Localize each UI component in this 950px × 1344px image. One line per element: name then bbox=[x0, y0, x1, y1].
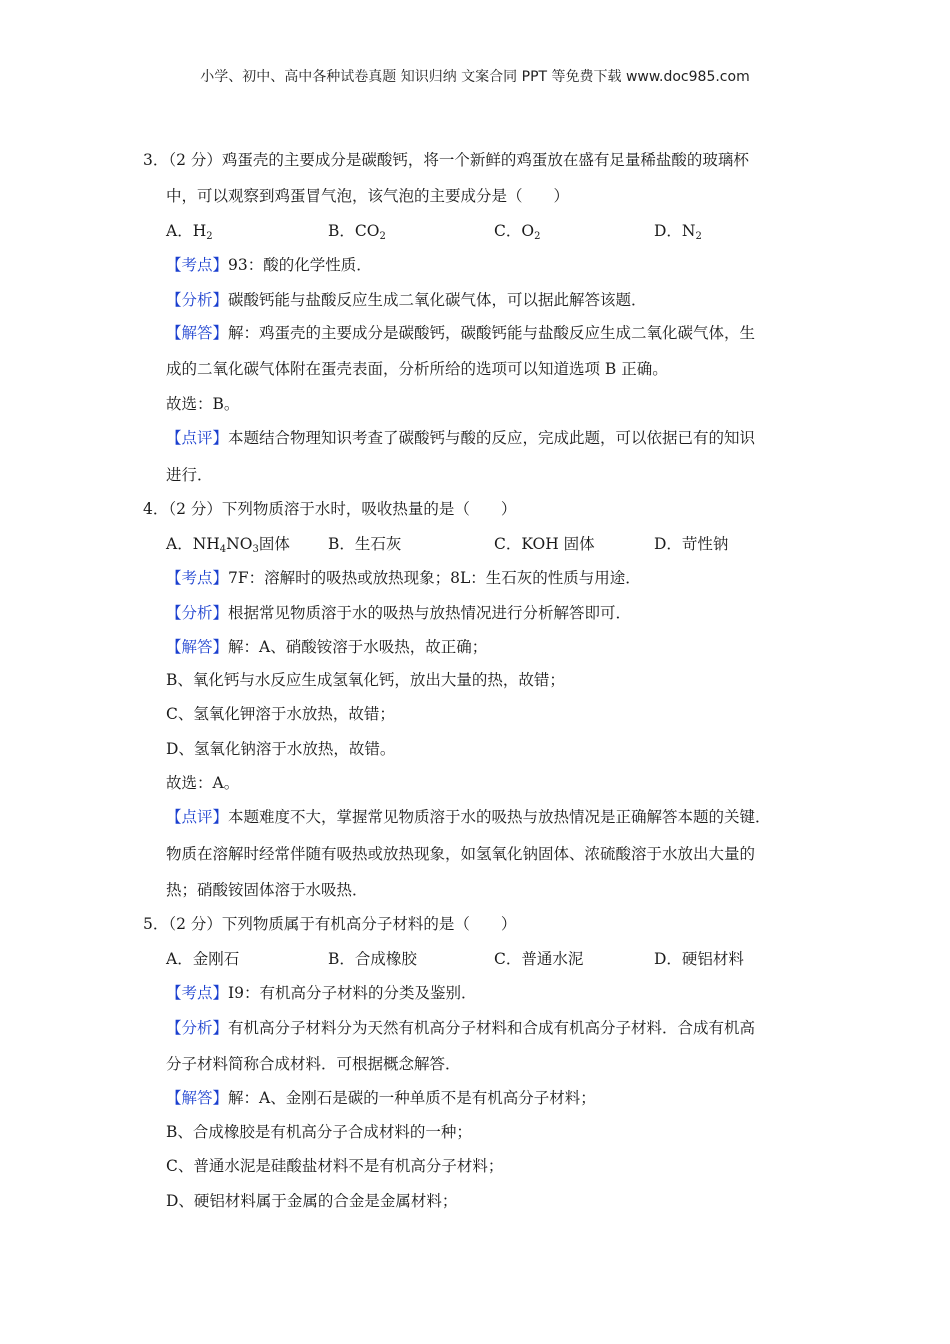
q3-kaodian: 【考点】93：酸的化学性质． bbox=[166, 256, 372, 274]
q4-kaodian: 【考点】7F：溶解时的吸热或放热现象；8L：生石灰的性质与用途． bbox=[166, 569, 641, 587]
q3-jieda-line1: 【解答】解：鸡蛋壳的主要成分是碳酸钙，碳酸钙能与盐酸反应生成二氧化碳气体，生 bbox=[166, 324, 756, 342]
jieda-tag: 【解答】 bbox=[166, 638, 229, 656]
fenxi-tag: 【分析】 bbox=[166, 291, 229, 309]
q3-dianping-line2: 进行． bbox=[166, 466, 213, 484]
q4-dianping-line3: 热；硝酸铵固体溶于水吸热． bbox=[166, 881, 368, 899]
q5-option-d: D．硬铝材料 bbox=[654, 950, 744, 968]
q5-answer-c: C、普通水泥是硅酸盐材料不是有机高分子材料； bbox=[166, 1157, 504, 1175]
q3-option-a: A．$H_2$ bbox=[166, 222, 213, 242]
q4-option-c: C．KOH 固体 bbox=[494, 535, 595, 553]
q5-jieda: 【解答】解：A、金刚石是碳的一种单质不是有机高分子材料； bbox=[166, 1089, 596, 1107]
q4-fenxi: 【分析】根据常见物质溶于水的吸热与放热情况进行分析解答即可． bbox=[166, 604, 632, 622]
kaodian-tag: 【考点】 bbox=[166, 569, 229, 587]
q3-option-b: B．$CO_2$ bbox=[328, 222, 386, 242]
q5-option-a: A．金刚石 bbox=[166, 950, 240, 968]
q3-option-c: C．$O_2$ bbox=[494, 222, 541, 242]
q4-dianping-line2: 物质在溶解时经常伴随有吸热或放热现象，如氢氧化钠固体、浓硫酸溶于水放出大量的 bbox=[166, 845, 756, 863]
q4-answer-b: B、氧化钙与水反应生成氢氧化钙，放出大量的热，故错； bbox=[166, 671, 565, 689]
dianping-tag: 【点评】 bbox=[166, 429, 229, 447]
q4-choice: 故选：A。 bbox=[166, 774, 240, 792]
q5-options bbox=[166, 949, 866, 969]
q5-kaodian: 【考点】I9：有机高分子材料的分类及鉴别． bbox=[166, 984, 477, 1002]
q3-stem-line1: 3．（2 分）鸡蛋壳的主要成分是碳酸钙，将一个新鲜的鸡蛋放在盛有足量稀盐酸的玻璃杯 bbox=[143, 151, 749, 169]
jieda-tag: 【解答】 bbox=[166, 1089, 229, 1107]
q3-dianping-line1: 【点评】本题结合物理知识考查了碳酸钙与酸的反应，完成此题，可以依据已有的知识 bbox=[166, 429, 756, 447]
jieda-tag: 【解答】 bbox=[166, 324, 229, 342]
fenxi-tag: 【分析】 bbox=[166, 604, 229, 622]
page-header: 小学、初中、高中各种试卷真题 知识归纳 文案合同 PPT 等免费下载 www.doc985.com bbox=[200, 69, 750, 85]
q4-answer-d: D、氢氧化钠溶于水放热，故错。 bbox=[166, 740, 396, 758]
q4-answer-c: C、氢氧化钾溶于水放热，故错； bbox=[166, 705, 395, 723]
q5-fenxi-line2: 分子材料简称合成材料．可根据概念解答． bbox=[166, 1055, 461, 1073]
q4-options bbox=[166, 534, 866, 554]
kaodian-tag: 【考点】 bbox=[166, 984, 229, 1002]
q5-option-c: C．普通水泥 bbox=[494, 950, 584, 968]
q5-answer-d: D、硬铝材料属于金属的合金是金属材料； bbox=[166, 1192, 458, 1210]
kaodian-tag: 【考点】 bbox=[166, 256, 229, 274]
q3-stem-line2: 中，可以观察到鸡蛋冒气泡，该气泡的主要成分是（ ） bbox=[166, 187, 570, 205]
q4-option-a: A．$NH_4NO_3$固体 bbox=[166, 535, 290, 555]
q5-fenxi-line1: 【分析】有机高分子材料分为天然有机高分子材料和合成有机高分子材料．合成有机高 bbox=[166, 1019, 756, 1037]
q3-option-d: D．$N_2$ bbox=[654, 222, 702, 242]
fenxi-tag: 【分析】 bbox=[166, 1019, 229, 1037]
q3-fenxi: 【分析】碳酸钙能与盐酸反应生成二氧化碳气体，可以据此解答该题． bbox=[166, 291, 647, 309]
q4-option-b: B．生石灰 bbox=[328, 535, 402, 553]
q4-dianping-line1: 【点评】本题难度不大，掌握常见物质溶于水的吸热与放热情况是正确解答本题的关键． bbox=[166, 808, 771, 826]
q4-option-d: D．苛性钠 bbox=[654, 535, 729, 553]
q3-options bbox=[166, 221, 866, 241]
dianping-tag: 【点评】 bbox=[166, 808, 229, 826]
q5-stem: 5．（2 分）下列物质属于有机高分子材料的是（ ） bbox=[143, 915, 517, 933]
q3-choice: 故选：B。 bbox=[166, 395, 240, 413]
q5-option-b: B．合成橡胶 bbox=[328, 950, 417, 968]
q5-answer-b: B、合成橡胶是有机高分子合成材料的一种； bbox=[166, 1123, 472, 1141]
q4-jieda: 【解答】解：A、硝酸铵溶于水吸热，故正确； bbox=[166, 638, 488, 656]
q3-jieda-line2: 成的二氧化碳气体附在蛋壳表面，分析所给的选项可以知道选项 B 正确。 bbox=[166, 360, 668, 378]
q4-stem: 4．（2 分）下列物质溶于水时，吸收热量的是（ ） bbox=[143, 500, 517, 518]
